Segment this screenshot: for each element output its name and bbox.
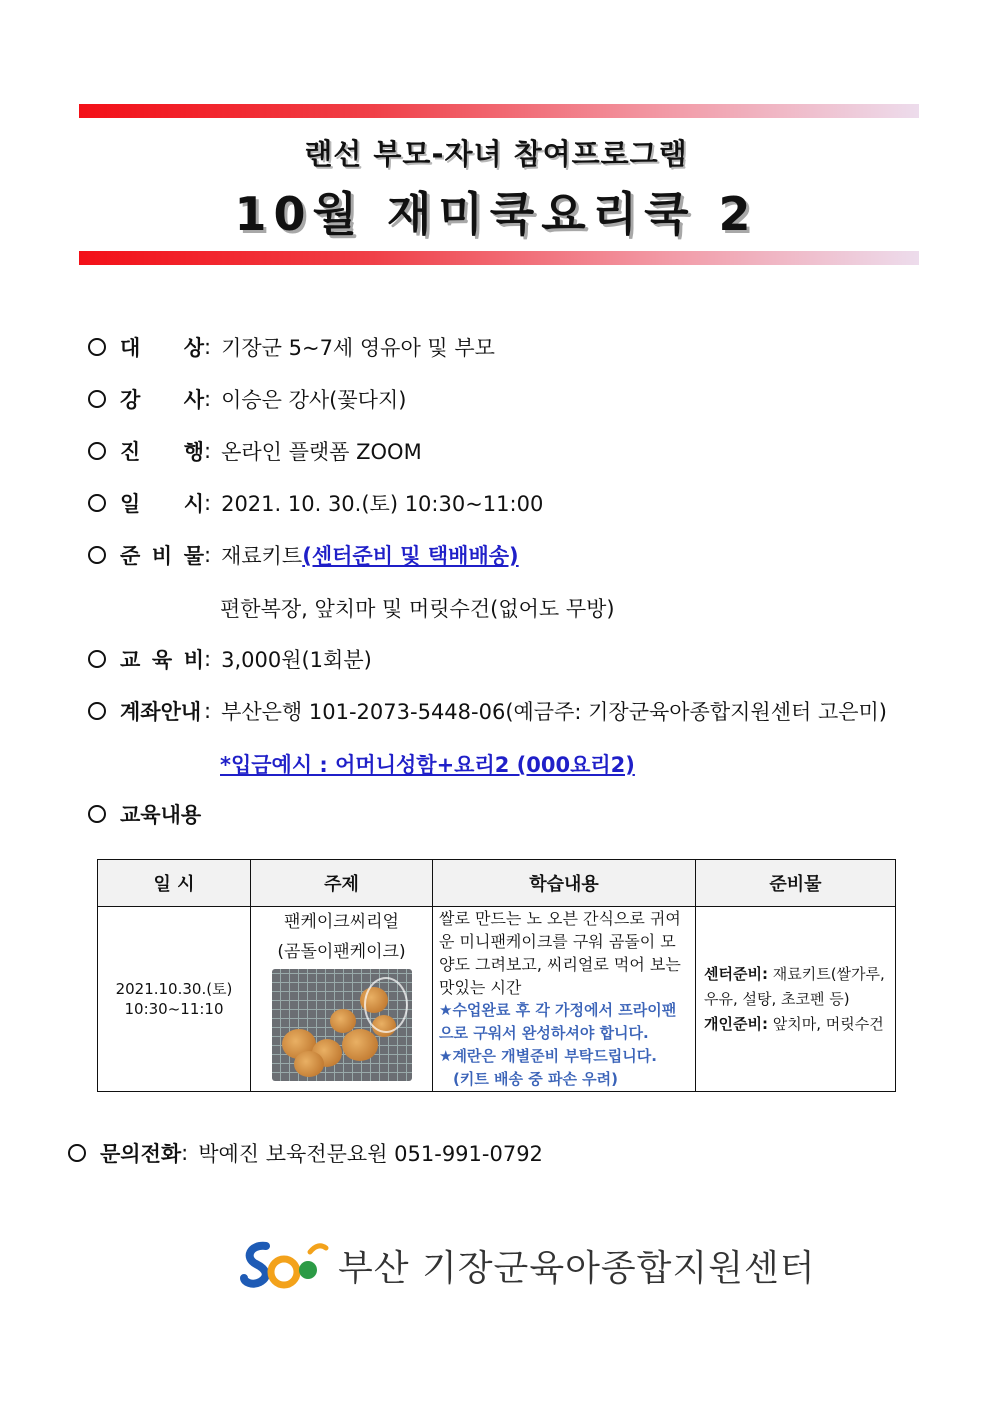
info-label: 일 시	[120, 492, 204, 516]
schedule-topic-cell	[251, 907, 433, 1092]
topic-subtitle: (곰돌이팬케이크)	[277, 942, 406, 962]
deposit-example-link[interactable]: *입금예시 : 어머니성함+요리2 (000요리2)	[220, 753, 635, 777]
info-label: 교 육 비	[120, 648, 204, 672]
prep-personal: 개인준비: 앞치마, 머릿수건	[704, 1014, 884, 1033]
info-label: 계좌안내	[120, 700, 202, 724]
info-account: 계좌안내 : 부산은행 101-2073-5448-06(예금주: 기장군육아종합지원센터 고은미)	[88, 696, 887, 726]
bottom-red-bar	[79, 251, 919, 265]
prep-center: 센터준비: 재료키트(쌀가루, 우유, 설탕, 초코펜 등)	[704, 964, 885, 1008]
contact-value: 박예진 보육전문요원 051-991-0792	[198, 1142, 543, 1166]
info-value: 이승은 강사(꽃다지)	[221, 388, 407, 412]
table-header: 주제	[251, 860, 433, 907]
info-value: 2021. 10. 30.(토) 10:30~11:00	[221, 492, 544, 516]
content-note: (키트 배송 중 파손 우려)	[453, 1070, 619, 1088]
footer-logo	[240, 1238, 816, 1292]
info-instructor: 강 사 : 이승은 강사(꽃다지)	[88, 384, 406, 414]
content-description: 쌀로 만드는 노 오븐 간식으로 귀여운 미니팬케이크를 구워 곰돌이 모양도 그려보고, 씨리얼로 먹어 보는 맛있는 시간	[439, 909, 681, 997]
info-label: 준 비 물	[120, 544, 204, 568]
circle-bullet-icon	[68, 1144, 86, 1162]
info-label: 강 사	[120, 388, 204, 412]
info-curriculum	[88, 799, 201, 829]
info-value: 3,000원(1회분)	[221, 648, 372, 672]
schedule-table	[97, 859, 896, 1092]
info-value: 온라인 플랫폼 ZOOM	[221, 440, 422, 464]
circle-bullet-icon	[88, 805, 106, 823]
org-name: 부산 기장군육아종합지원센터	[338, 1247, 816, 1289]
circle-bullet-icon	[88, 546, 106, 564]
circle-bullet-icon	[88, 494, 106, 512]
delivery-link[interactable]: (센터준비 및 택배배송)	[302, 544, 519, 568]
info-value: 부산은행 101-2073-5448-06(예금주: 기장군육아종합지원센터 고은미)	[221, 700, 887, 724]
circle-bullet-icon	[88, 390, 106, 408]
contact-label: 문의전화	[100, 1142, 182, 1166]
content-note: ★계란은 개별준비 부탁드립니다.	[439, 1047, 657, 1065]
top-red-bar	[79, 104, 919, 118]
supplies-extra: 편한복장, 앞치마 및 머릿수건(없어도 무방)	[220, 597, 615, 621]
circle-bullet-icon	[88, 338, 106, 356]
schedule-prep-cell	[696, 907, 896, 1092]
schedule-time: 10:30~11:10	[124, 1000, 224, 1018]
table-header-row	[98, 860, 896, 907]
schedule-date-cell	[98, 907, 251, 1092]
circle-bullet-icon	[88, 650, 106, 668]
info-datetime: 일 시 : 2021. 10. 30.(토) 10:30~11:00	[88, 488, 543, 518]
circle-bullet-icon	[88, 442, 106, 460]
info-fee: 교 육 비 : 3,000원(1회분)	[88, 644, 372, 674]
info-supplies: 준 비 물 : 재료키트 (센터준비 및 택배배송)	[88, 540, 519, 570]
circle-bullet-icon	[88, 702, 106, 720]
page-subtitle: 랜선 부모-자녀 참여프로그램	[304, 137, 688, 171]
schedule-content-cell	[433, 907, 696, 1092]
table-row	[98, 907, 896, 1092]
info-label: 진 행	[120, 440, 204, 464]
page-title: 10월 재미쿡요리쿡 2	[234, 187, 758, 241]
info-label: 교육내용	[120, 803, 202, 827]
table-header: 학습내용	[433, 860, 696, 907]
topic-title: 팬케이크씨리얼	[284, 912, 399, 932]
info-value: 재료키트	[221, 544, 303, 568]
table-header: 일 시	[98, 860, 251, 907]
info-value: 기장군 5~7세 영유아 및 부모	[221, 336, 495, 360]
table-header: 준비물	[696, 860, 896, 907]
contact-info: 문의전화 : 박예진 보육전문요원 051-991-0792	[68, 1138, 543, 1168]
pancake-photo	[272, 969, 412, 1081]
info-format: 진 행 : 온라인 플랫폼 ZOOM	[88, 436, 422, 466]
info-target: 대 상 : 기장군 5~7세 영유아 및 부모	[88, 332, 495, 362]
info-label: 대 상	[120, 336, 204, 360]
schedule-date: 2021.10.30.(토)	[115, 980, 233, 998]
content-note: ★수업완료 후 각 가정에서 프라이팬으로 구워서 완성하셔야 합니다.	[439, 1001, 677, 1042]
org-logo-icon	[240, 1238, 330, 1292]
